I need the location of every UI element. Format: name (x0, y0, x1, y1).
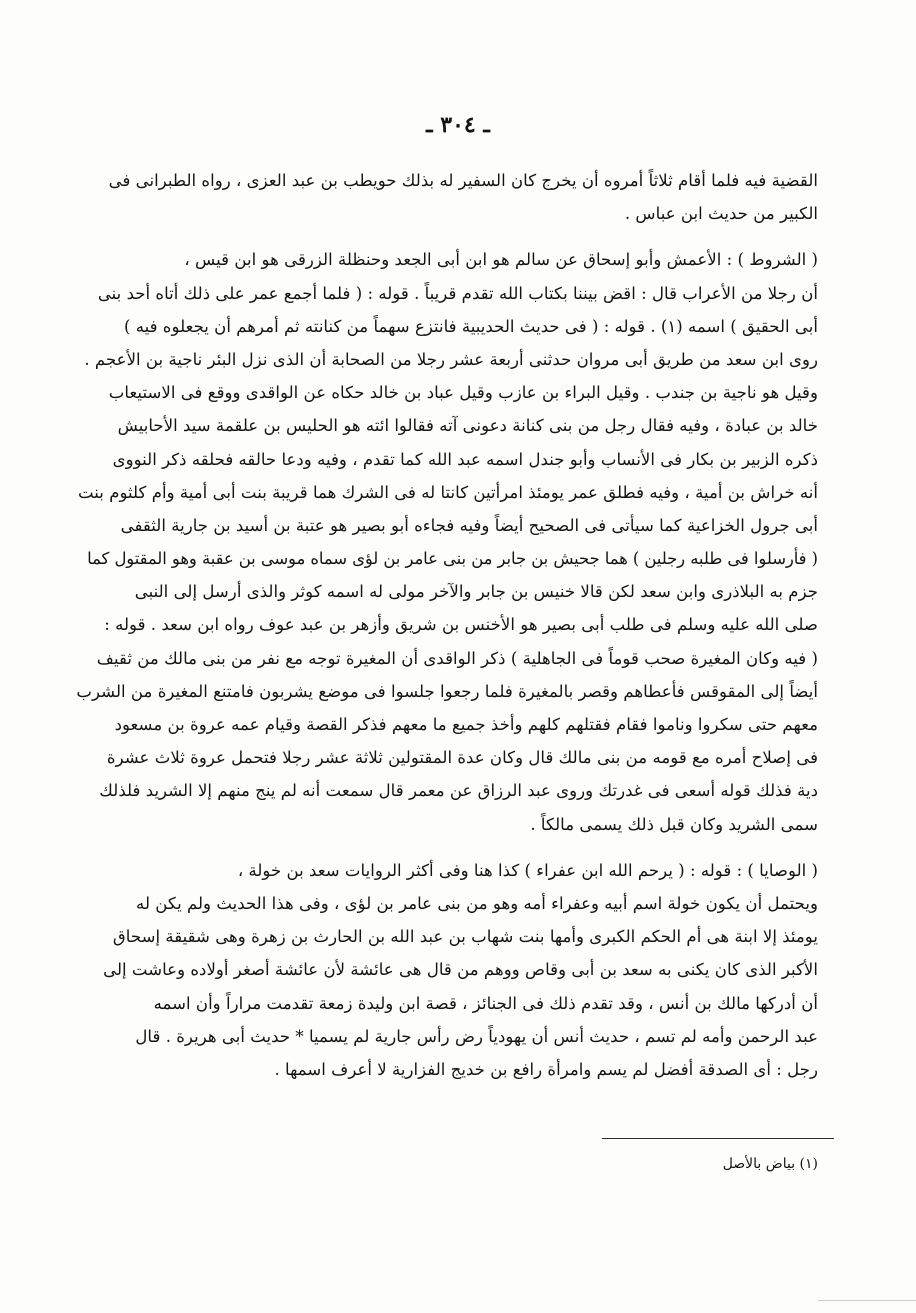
text-line: أنه خراش بن أمية ، وفيه فطلق عمر يومئذ امرأتين كانتا له فى الشرك هما قريبة بنت أبى أمية وأم كلثوم بنت (78, 482, 818, 502)
text-line: جزم به البلاذرى وابن سعد لكن قالا خنيس بن جابر والآخر مولى له اسمه كوثر والذى أرسل إلى النبى (134, 582, 818, 602)
paragraph-intro (74, 164, 818, 230)
text-line: ( فيه وكان المغيرة صحب قوماً فى الجاهلية ) ذكر الواقدى أن المغيرة توجه مع نفر من بنى مالك من ثقيف (96, 648, 818, 668)
text-line: صلى الله عليه وسلم فى طلب أبى بصير هو الأخنس بن شريق وأزهر بن عبد عوف رواه ابن سعد . قوله : (104, 615, 818, 635)
text-line: سمى الشريد وكان قبل ذلك يسمى مالكاً . (530, 814, 818, 834)
text-line: وقيل هو ناجية بن جندب . وقيل البراء بن عازب وقيل عباد بن خالد حكاه عن الواقدى ووقع فى الاستيعاب (108, 383, 818, 403)
text-line: الأكبر الذى كان يكنى به سعد بن أبى وقاص ووهم من قال هى عائشة لأن عائشة أصغر أولاده وعاشت إلى (103, 960, 818, 980)
text-line: ذكره الزبير بن بكار فى الأنساب وأبو جندل اسمه عبد الله كما تقدم ، وفيه ودعا حالقه فحلقه ذكر النووى (112, 449, 818, 469)
text-line: ويحتمل أن يكون خولة اسم أبيه وعفراء أمه وهو من بنى عامر بن لؤى ، وفى هذا الحديث ولم يكن له (136, 893, 818, 913)
text-line: أبى جرول الخزاعية كما سيأتى فى الصحيح أيضاً وفيه فجاءه أبو بصير هو عتبة بن أسيد بن جارية الثقفى (120, 515, 818, 535)
text-line: دية فذلك قوله أسعى فى غدرتك وروى عبد الرزاق عن معمر قال سمعت أنه لم ينج منهم إلا الشريد فلذلك (99, 781, 818, 801)
text-line: روى ابن سعد من طريق أبى مروان حدثنى أربعة عشر رجلا من الصحابة أن الذى نزل البئر ناجية بن الأعجم . (84, 349, 818, 369)
page-edge-mark (818, 1300, 916, 1301)
page-number: ـ ٣٠٤ ـ (426, 112, 490, 138)
text-line: رجل : أى الصدقة أفضل لم يسم وامرأة رافع بن خديج الفزارية لا أعرف اسمها . (274, 1059, 818, 1079)
text-line: ( الشروط ) : الأعمش وأبو إسحاق عن سالم هو ابن أبى الجعد وحنظلة الزرقى هو ابن قيس ، (184, 250, 818, 270)
text-line: عبد الرحمن وأمه لم تسم ، حديث أنس أن يهودياً رض رأس جارية لم يسميا * حديث أبى هريرة . قال (135, 1026, 818, 1046)
text-line: خالد بن عبادة ، وفيه فقال رجل من بنى كنانة دعونى آته فقالوا ائته هو الحليس بن علقمة سيد الأحابيش (117, 416, 818, 436)
footnote: (١) بياض بالأصل (722, 1156, 818, 1172)
text-line: القضية فيه فلما أقام ثلاثاً أمروه أن يخرج كان السفير له بذلك حويطب بن عبد العزى ، رواه الطبرانى فى (108, 171, 818, 190)
text-line: أبى الحقيق ) اسمه (١) . قوله : ( فى حديث الحديبية فانتزع سهماً من كنانته ثم أمرهم أن يجعلوه فيه ) (123, 316, 818, 336)
text-line: ( فأرسلوا فى طلبه رجلين ) هما جحيش بن جابر من بنى عامر بن لؤى سماه موسى بن عقبة وهو المقتول كما (87, 549, 818, 569)
text-line: معهم حتى سكروا وناموا فقام فقتلهم كلهم وأخذ جميع ما معهم فذكر القصة وقيام عمه عروة بن مسعود (114, 715, 818, 734)
footnote-divider (602, 1138, 834, 1139)
body-text (74, 164, 818, 1086)
text-line: فى إصلاح أمره مع قومه من بنى مالك قال وكان عدة المقتولين ثلاثة عشر رجلا فتحمل عروة ثلاث عشرة (106, 748, 818, 768)
text-line: أن أدركها مالك بن أنس ، وقد تقدم ذلك فى الجنائز ، قصة ابن وليدة زمعة تقدمت مراراً وأن اسمه (153, 993, 818, 1013)
text-line: أن رجلا من الأعراب قال : اقض بيننا بكتاب الله تقدم قريباً . قوله : ( فلما أجمع عمر على ذلك أتاه أحد بنى (97, 283, 818, 303)
text-line: يومئذ إلا ابنة هى أم الحكم الكبرى وأمها بنت شهاب بن عبد الله بن الحارث بن زهرة وهى شقيقة إسحاق (112, 927, 818, 947)
text-line: ( الوصايا ) : قوله : ( يرحم الله ابن عفراء ) كذا هنا وفى أكثر الروايات سعد بن خولة ، (237, 860, 818, 880)
text-line: أيضاً إلى المقوقس فأعطاهم وقصر بالمغيرة فلما رجعوا جلسوا فى موضع يشربون فامتنع المغيرة من الشرب (76, 681, 818, 701)
text-line: الكبير من حديث ابن عباس . (624, 204, 818, 224)
paragraph-shurut (74, 243, 818, 840)
paragraph-wasaya (74, 854, 818, 1086)
